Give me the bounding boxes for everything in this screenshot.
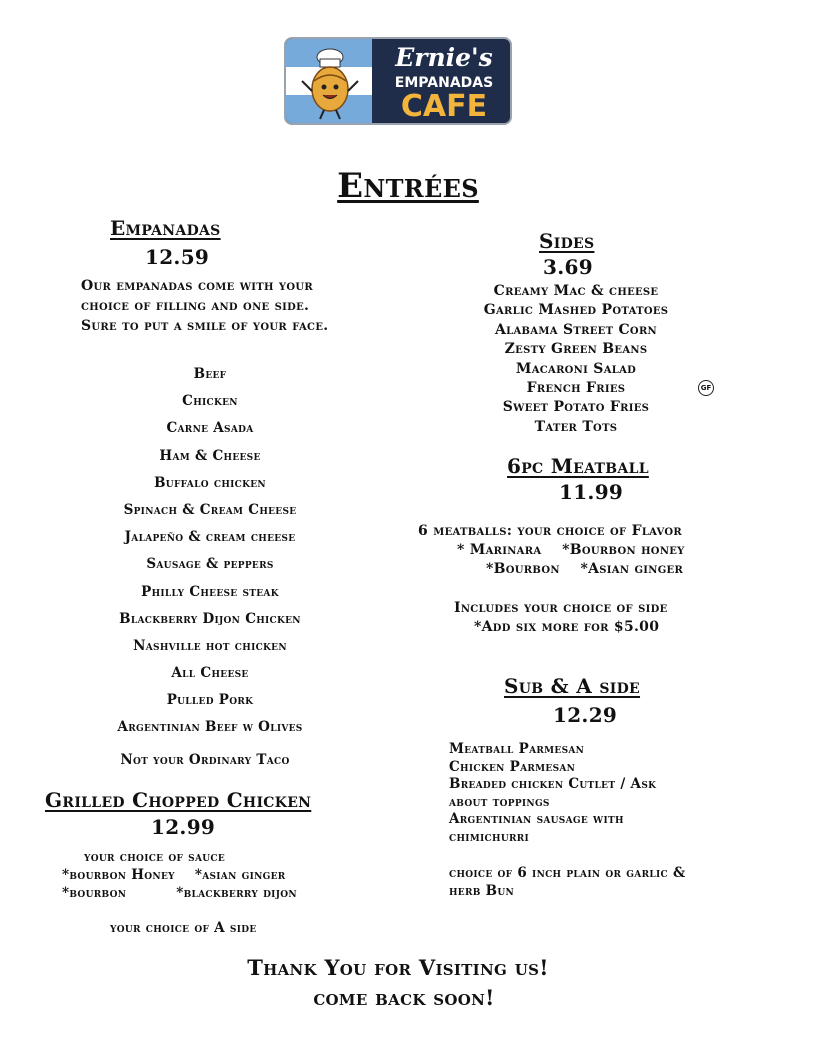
- meatball-heading: 6pc Meatball: [507, 454, 649, 478]
- grilled-heading: Grilled Chopped Chicken: [45, 788, 312, 812]
- list-item: French Fries: [526, 379, 626, 396]
- list-item: Zesty Green Beans: [504, 341, 648, 358]
- meatball-price: 11.99: [559, 480, 624, 504]
- empanada-mascot-icon: [298, 47, 362, 121]
- list-item: chimichurri: [449, 828, 530, 845]
- logo-cafe: CAFE: [400, 89, 488, 124]
- sides-list: [436, 282, 716, 437]
- empanadas-extra: Not your Ordinary Taco: [120, 752, 290, 768]
- footer-come-back: come back soon!: [313, 985, 495, 1010]
- grilled-sauce-options-1: *bourbon Honey *asian ginger: [62, 867, 286, 883]
- list-item: Tater Tots: [534, 418, 618, 435]
- list-item: Breaded chicken Cutlet / Ask: [449, 776, 657, 793]
- cafe-logo: [284, 37, 512, 125]
- gluten-free-icon: GF: [698, 380, 714, 396]
- grilled-side-note: your choice of A side: [110, 920, 257, 936]
- page-title: Entrées: [337, 166, 479, 206]
- sides-price: 3.69: [543, 255, 593, 279]
- meatball-flavors-2: *Bourbon *Asian ginger: [486, 561, 684, 577]
- empanada-fillings-list: [60, 361, 360, 742]
- list-item: about toppings: [449, 793, 550, 810]
- meatball-side-note: Includes your choice of side: [454, 600, 668, 616]
- meatball-flavors-1: * Marinara *Bourbon honey: [457, 542, 685, 558]
- sub-heading: Sub & A side: [504, 674, 641, 698]
- list-item: Carne Asada: [166, 420, 254, 437]
- empanadas-heading: Empanadas: [110, 216, 221, 240]
- sub-items-list: [449, 741, 656, 847]
- sub-bun-note: choice of 6 inch plain or garlic & herb Bun: [449, 865, 686, 899]
- list-item: Macaroni Salad: [515, 360, 637, 377]
- list-item: Chicken: [182, 393, 238, 410]
- list-item: Sausage & peppers: [146, 556, 274, 573]
- list-item: Chicken Parmesan: [449, 758, 576, 775]
- list-item: Nashville hot chicken: [133, 637, 287, 654]
- logo-subtitle: EMPANADAS: [394, 75, 494, 91]
- list-item: Beef: [193, 366, 227, 382]
- logo-name: Ernie's: [395, 43, 493, 72]
- meatball-flavor-label: 6 meatballs: your choice of Flavor: [418, 523, 682, 539]
- grilled-sauce-options-2: *bourbon *blackberry dijon: [62, 885, 297, 901]
- list-item: Ham & Cheese: [159, 447, 261, 464]
- empanadas-price: 12.59: [145, 245, 210, 269]
- list-item: Alabama Street Corn: [495, 321, 657, 338]
- sub-price: 12.29: [553, 703, 618, 727]
- list-item: Sweet Potato Fries: [502, 399, 650, 416]
- list-item: Jalapeño & cream cheese: [124, 529, 296, 546]
- list-item: All Cheese: [171, 665, 249, 682]
- empanadas-description: Our empanadas come with your choice of filling and one side. Sure to put a smile of your face.: [81, 278, 329, 334]
- meatball-add-more: *Add six more for $5.00: [474, 619, 660, 635]
- list-item: Argentinian Beef w Olives: [117, 719, 303, 736]
- list-item: Spinach & Cream Cheese: [123, 501, 297, 518]
- list-item: Pulled Pork: [166, 692, 254, 709]
- list-item: Buffalo chicken: [154, 474, 266, 491]
- list-item: Argentinian sausage with: [449, 811, 624, 828]
- footer-thanks: Thank You for Visiting us!: [247, 955, 549, 980]
- list-item: Blackberry Dijon Chicken: [119, 610, 301, 627]
- list-item: Meatball Parmesan: [449, 741, 585, 757]
- sides-heading: Sides: [539, 229, 595, 253]
- list-item: Garlic Mashed Potatoes: [483, 302, 669, 319]
- grilled-sauce-label: your choice of sauce: [84, 849, 226, 865]
- list-item: Philly Cheese steak: [141, 583, 279, 600]
- grilled-price: 12.99: [151, 815, 216, 839]
- list-item: Creamy Mac & cheese: [493, 283, 659, 299]
